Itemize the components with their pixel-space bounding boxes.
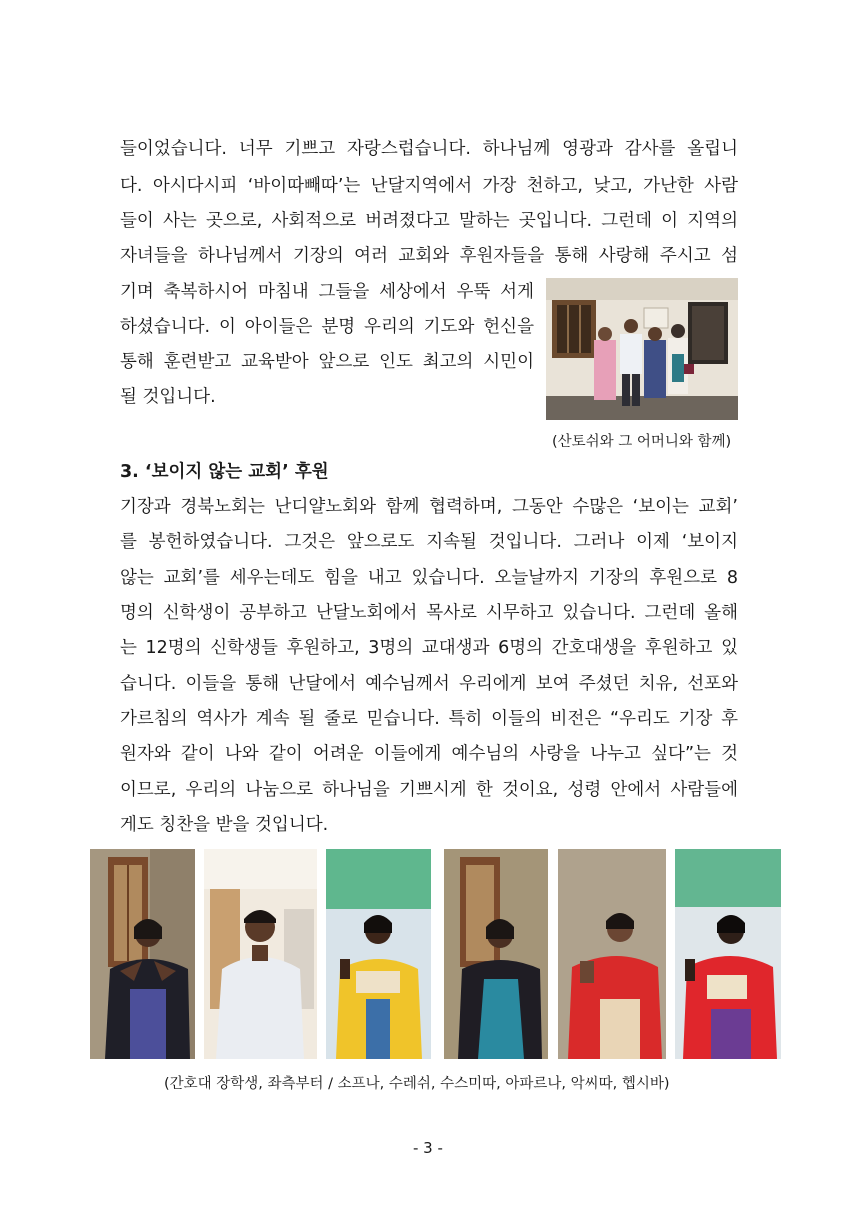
student-photo-1	[90, 849, 195, 1059]
paragraph-1-line-1: 들이었습니다. 너무 기쁘고 자랑스럽습니다. 하나님께 영광과 감사를 올립니	[120, 139, 738, 159]
paragraph-1-line-7: 통해 훈련받고 교육받아 앞으로 인도 최고의 시민이	[120, 352, 534, 372]
paragraph-2-line-7: 가르침의 역사가 계속 될 줄로 믿습니다. 특히 이들의 비전은 “우리도 기장 후	[120, 709, 738, 729]
paragraph-1-line-5: 기며 축복하시어 마침내 그들을 세상에서 우뚝 서게	[120, 282, 534, 302]
paragraph-2-line-6: 습니다. 이들을 통해 난달에서 예수님께서 우리에게 보여 주셨던 치유, 선포와	[120, 674, 738, 694]
student-photo-3	[326, 849, 431, 1059]
page-number: - 3 -	[413, 1139, 443, 1157]
santosh-mother-photo	[546, 278, 738, 420]
student-photo-2	[204, 849, 317, 1059]
paragraph-1-line-4: 자녀들을 하나님께서 기장의 여러 교회와 후원자들을 통해 사랑해 주시고 섬	[120, 246, 738, 266]
paragraph-2-line-10: 게도 칭찬을 받을 것입니다.	[120, 815, 329, 835]
paragraph-1-line-6: 하셨습니다. 이 아이들은 분명 우리의 기도와 헌신을	[120, 317, 534, 337]
paragraph-2-line-5: 는 12명의 신학생들 후원하고, 3명의 교대생과 6명의 간호대생을 후원하고 있	[120, 638, 738, 658]
paragraph-2-line-4: 명의 신학생이 공부하고 난달노회에서 목사로 시무하고 있습니다. 그런데 올해	[120, 603, 738, 623]
paragraph-2-line-3: 않는 교회’를 세우는데도 힘을 내고 있습니다. 오늘날까지 기장의 후원으로 8	[120, 568, 738, 588]
paragraph-1-line-8: 될 것입니다.	[120, 387, 216, 407]
paragraph-2-line-2: 를 봉헌하였습니다. 그것은 앞으로도 지속될 것입니다. 그러나 이제 ‘보이지	[120, 532, 738, 552]
student-photos-caption: (간호대 장학생, 좌측부터 / 소프나, 수레쉬, 수스미따, 아파르나, 악씨따, 헵시바)	[164, 1076, 670, 1092]
student-photo-6	[675, 849, 781, 1059]
photo-1-caption: (산토쉬와 그 어머니와 함께)	[552, 434, 732, 450]
student-photo-4	[444, 849, 548, 1059]
paragraph-1-line-2: 다. 아시다시피 ‘바이따빼따’는 난달지역에서 가장 천하고, 낮고, 가난한 사람	[120, 176, 738, 196]
paragraph-2-line-1: 기장과 경북노회는 난디얄노회와 함께 협력하며, 그동안 수많은 ‘보이는 교회’	[120, 497, 738, 517]
section-3-heading: 3. ‘보이지 않는 교회’ 후원	[120, 462, 329, 482]
paragraph-2-line-9: 이므로, 우리의 나눔으로 하나님을 기쁘시게 한 것이요, 성령 안에서 사람들에	[120, 780, 738, 800]
student-photo-5	[558, 849, 666, 1059]
paragraph-2-line-8: 원자와 같이 나와 같이 어려운 이들에게 예수님의 사랑을 나누고 싶다”는 것	[120, 744, 738, 764]
paragraph-1-line-3: 들이 사는 곳으로, 사회적으로 버려졌다고 말하는 곳입니다. 그런데 이 지역의	[120, 211, 738, 231]
